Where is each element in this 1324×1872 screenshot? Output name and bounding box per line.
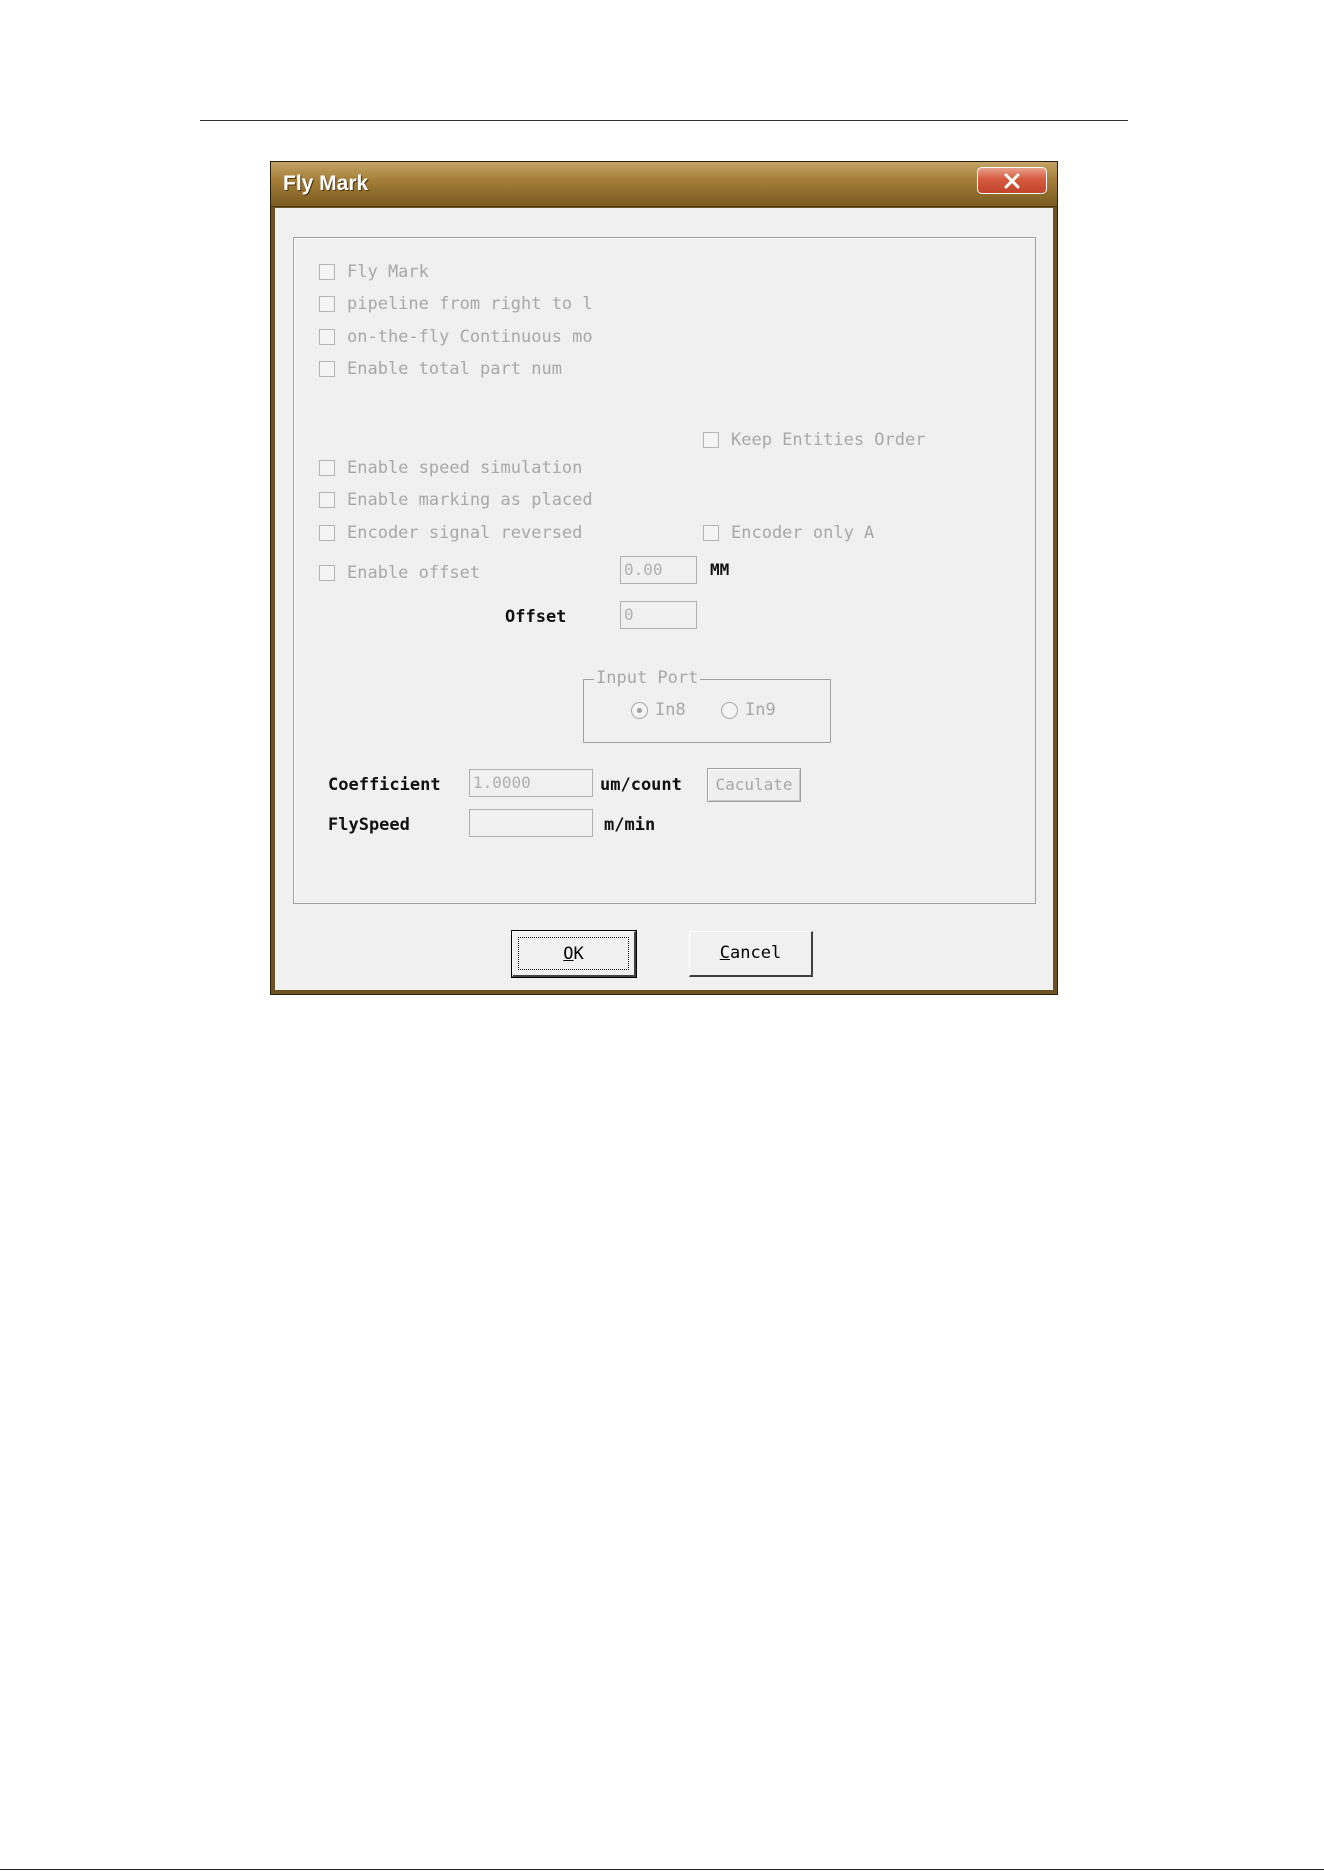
flyspeed-unit: m/min — [604, 815, 656, 835]
keep-order-label: Keep Entities Order — [731, 430, 926, 450]
title-bar[interactable] — [271, 162, 1057, 207]
pipeline-checkbox[interactable] — [319, 296, 335, 312]
offset-unit-label: MM — [710, 560, 730, 579]
coefficient-unit: um/count — [600, 775, 682, 795]
input-port-group — [583, 679, 831, 743]
encoder-reversed-label: Encoder signal reversed — [347, 523, 583, 543]
encoder-only-a-label: Encoder only A — [731, 523, 875, 543]
encoder-only-a-checkbox[interactable] — [703, 525, 719, 541]
cancel-mnemonic: C — [719, 943, 731, 963]
coefficient-label: Coefficient — [328, 775, 441, 795]
in8-label: In8 — [655, 700, 686, 720]
input-port-legend: Input Port — [596, 668, 699, 688]
total-part-checkbox[interactable] — [319, 361, 335, 377]
fly-mark-dialog — [270, 161, 1058, 995]
pipeline-label: pipeline from right to l — [347, 294, 593, 314]
speed-sim-checkbox[interactable] — [319, 460, 335, 476]
ok-button[interactable] — [512, 931, 636, 977]
offset-count-input[interactable]: 0 — [620, 601, 697, 629]
fly-mark-checkbox[interactable] — [319, 264, 335, 280]
speed-sim-label: Enable speed simulation — [347, 458, 583, 478]
flyspeed-input[interactable] — [469, 809, 593, 837]
enable-offset-checkbox[interactable] — [319, 565, 335, 581]
marking-placed-checkbox[interactable] — [319, 492, 335, 508]
page-bottom-rule — [0, 1869, 1324, 1870]
radio-selected-dot — [637, 708, 642, 713]
ok-mnemonic: O — [563, 944, 574, 964]
continuous-checkbox[interactable] — [319, 329, 335, 345]
page-top-rule — [200, 120, 1128, 121]
in9-radio[interactable] — [721, 702, 738, 719]
in8-radio[interactable] — [631, 702, 648, 719]
fly-mark-label: Fly Mark — [347, 262, 429, 282]
continuous-label: on-the-fly Continuous mo — [347, 327, 593, 347]
coefficient-input[interactable]: 1.0000 — [469, 769, 593, 797]
in9-label: In9 — [745, 700, 776, 720]
caculate-button[interactable]: Caculate — [707, 768, 801, 802]
close-icon — [1002, 173, 1022, 189]
dialog-client-area — [275, 208, 1053, 990]
enable-offset-label: Enable offset — [347, 563, 481, 583]
marking-placed-label: Enable marking as placed — [347, 490, 593, 510]
offset-label: Offset — [505, 607, 567, 627]
encoder-reversed-checkbox[interactable] — [319, 525, 335, 541]
close-button[interactable] — [977, 167, 1047, 194]
offset-mm-input[interactable]: 0.00 — [620, 556, 697, 584]
total-part-label: Enable total part num — [347, 359, 562, 379]
cancel-label-rest: ancel — [730, 943, 782, 963]
dialog-title: Fly Mark — [283, 172, 369, 195]
flyspeed-label: FlySpeed — [328, 815, 410, 835]
keep-order-checkbox[interactable] — [703, 432, 719, 448]
ok-label-rest: K — [573, 944, 584, 964]
cancel-button[interactable] — [689, 931, 813, 977]
ok-focus-rect — [518, 937, 629, 970]
